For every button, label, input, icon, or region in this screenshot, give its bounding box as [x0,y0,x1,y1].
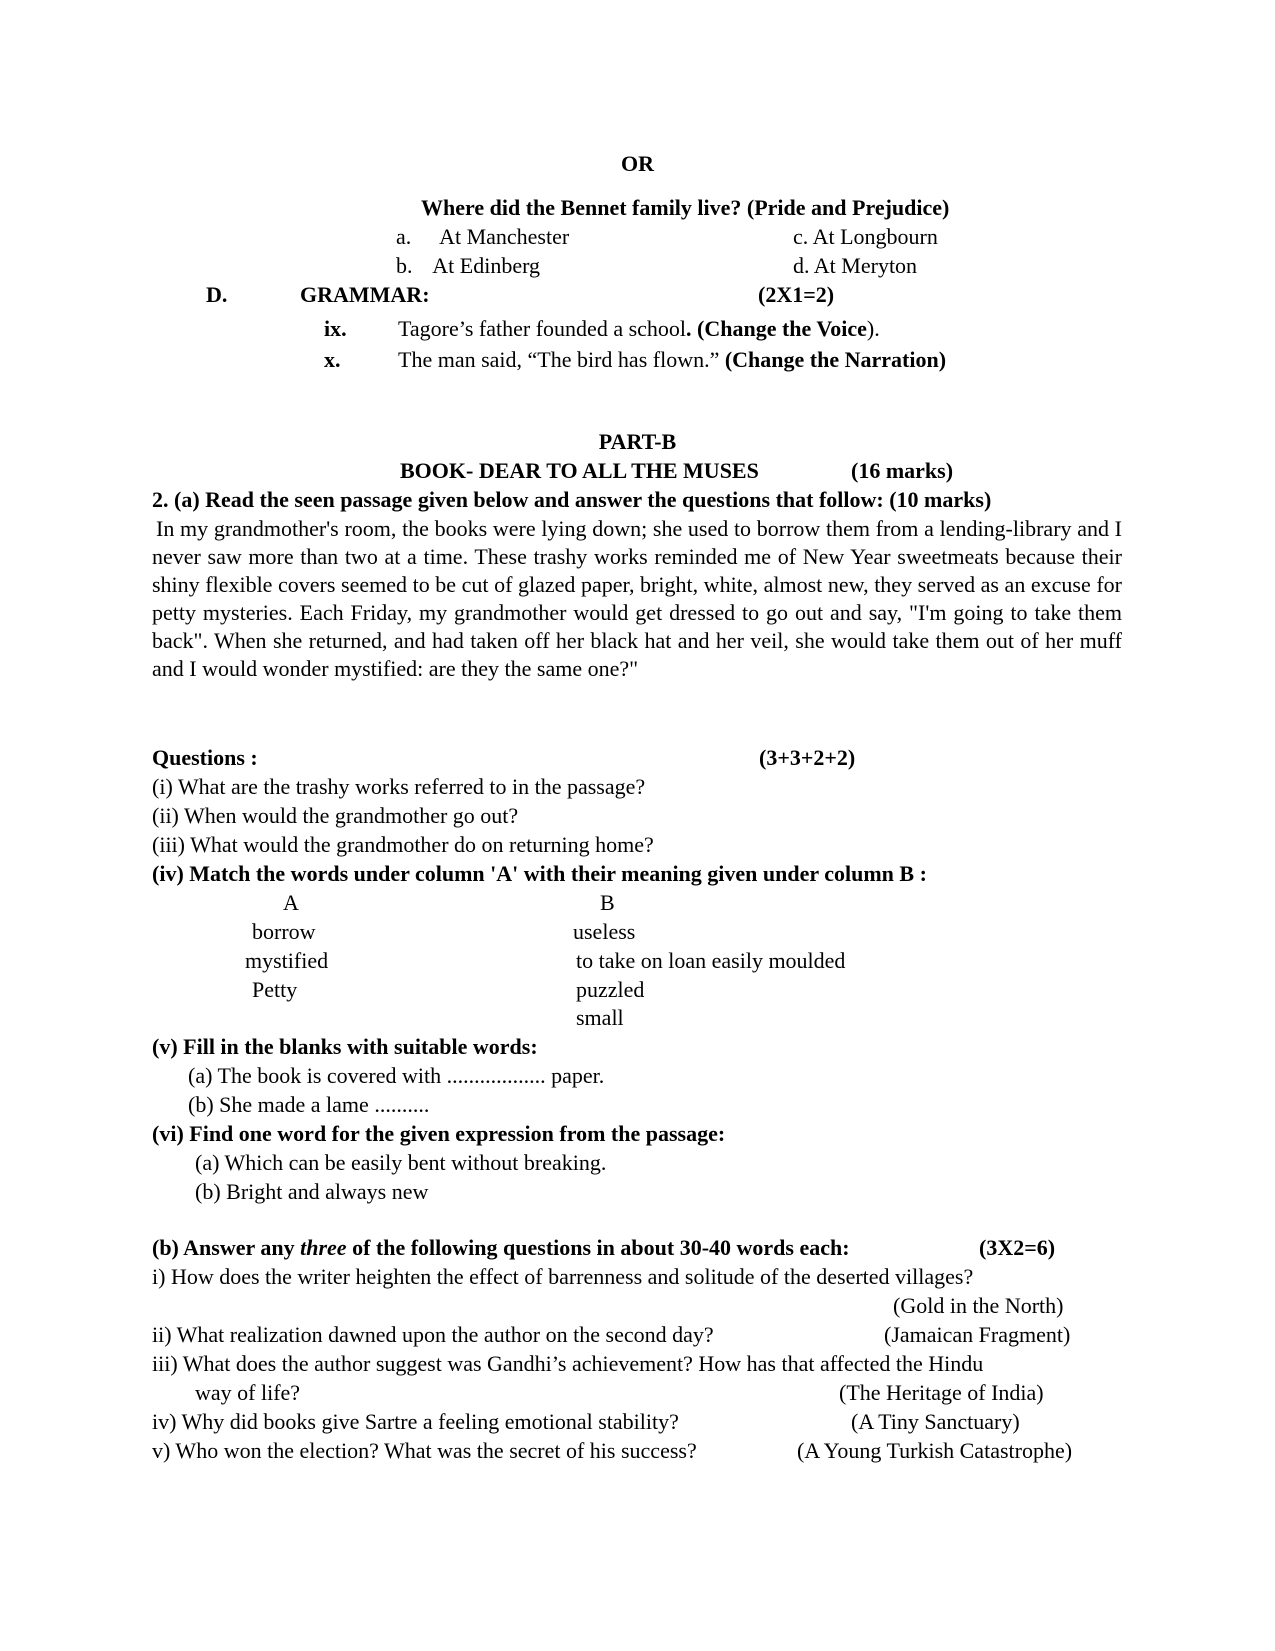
match-a-item: borrow [252,919,316,944]
question-v-a: (a) The book is covered with .................. paper. [188,1063,605,1088]
option-label: a. [396,224,412,249]
option-text: At Edinberg [432,253,541,278]
question-iv: (iv) Match the words under column 'A' with their meaning given under column B : [152,861,927,886]
grammar-marks: (2X1=2) [758,282,835,307]
match-b-item: small [576,1005,624,1030]
question-iii: (iii) What would the grandmother do on returning home? [152,832,654,857]
q2b-item-ii: ii) What realization dawned upon the author on the second day? [152,1322,714,1347]
grammar-item-num: ix. [324,316,347,341]
question-ii: (ii) When would the grandmother go out? [152,803,519,828]
seen-passage [152,515,1122,683]
grammar-item-x [398,346,946,374]
question-vi-b: (b) Bright and always new [195,1179,429,1204]
match-a-item: Petty [252,977,298,1002]
questions-label: Questions : [152,745,258,770]
item-instruction: (Change the Voice [697,316,867,341]
match-a-item: mystified [245,948,329,973]
questions-marks: (3+3+2+2) [759,745,856,770]
q2b-item-ii-source: (Jamaican Fragment) [884,1322,1071,1347]
q2b-item-iv-source: (A Tiny Sanctuary) [851,1409,1020,1434]
q2b-item-iii-source: (The Heritage of India) [839,1380,1044,1405]
q2b-prefix: (b) Answer any [152,1235,301,1260]
q2b-item-iv: iv) Why did books give Sartre a feeling emotional stability? [152,1409,679,1434]
grammar-item-num: x. [324,347,341,372]
match-b-item: useless [573,919,636,944]
item-text: The man said, “The bird has flown.” [398,347,720,372]
grammar-item-ix [398,315,880,343]
option-text: At Longbourn [812,224,938,249]
q2b-marks: (3X2=6) [979,1235,1056,1260]
passage-text: In my grandmother's room, the books were lying down; she used to borrow them from a lending-library and I never saw more than two at a time. These trashy works reminded me of New Year sweetmeats because their shiny flexible covers seemed to be cut of glazed paper, bright, white, almost new, they served as an excuse for petty mysteries. Each Friday, my grandmother would get dressed to go out and say, "I'm going to take them back". When she returned, and had taken off her black hat and her veil, she would take them out of her muff and I would wonder mystified: are they the same one?" [152,516,1122,681]
option-label: d. [793,253,810,278]
option-text: At Manchester [439,224,570,249]
or-heading: OR [621,151,654,176]
item-dot: . [686,316,692,341]
question-v-b: (b) She made a lame .......... [188,1092,430,1117]
q2b-item-v-source: (A Young Turkish Catastrophe) [797,1438,1073,1463]
match-col-a-head: A [283,890,299,915]
question-vi-a: (a) Which can be easily bent without breaking. [195,1150,607,1175]
q2b-item-iii: iii) What does the author suggest was Gandhi’s achievement? How has that affected the Hindu [152,1351,984,1376]
item-instruction: (Change the Narration) [724,347,947,372]
match-b-item: puzzled [576,977,645,1002]
q2b-item-iii-cont: way of life? [195,1380,301,1405]
match-b-item: to take on loan easily moulded [576,948,846,973]
q2b-item-i-source: (Gold in the North) [893,1293,1064,1318]
q2b-heading [152,1234,850,1262]
mcq-question: Where did the Bennet family live? (Pride and Prejudice) [421,195,950,220]
mcq-option-a [396,223,569,251]
book-title: BOOK- DEAR TO ALL THE MUSES [400,458,759,483]
q2b-item-i: i) How does the writer heighten the effect of barrenness and solitude of the deserted villages? [152,1264,974,1289]
q2b-suffix: of the following questions in about 30-40 words each: [346,1235,850,1260]
item-text: Tagore’s father founded a school [398,316,687,341]
q2b-item-v: v) Who won the election? What was the secret of his success? [152,1438,697,1463]
question-v: (v) Fill in the blanks with suitable words: [152,1034,538,1059]
match-col-b-head: B [600,890,615,915]
question-vi: (vi) Find one word for the given expression from the passage: [152,1121,726,1146]
option-label: c. [793,224,809,249]
mcq-option-b [396,252,540,280]
option-label: b. [396,253,413,278]
mcq-option-c [793,223,938,251]
q2a-heading: 2. (a) Read the seen passage given below and answer the questions that follow: (10 marks) [152,487,992,512]
mcq-option-d [793,252,917,280]
grammar-letter: D. [206,282,228,307]
option-text: At Meryton [813,253,918,278]
item-tail: ). [866,316,880,341]
grammar-title: GRAMMAR: [300,282,430,307]
question-i: (i) What are the trashy works referred to in the passage? [152,774,646,799]
part-b-title: PART-B [598,429,677,454]
q2b-emphasis: three [300,1235,347,1260]
book-marks: (16 marks) [851,458,954,483]
